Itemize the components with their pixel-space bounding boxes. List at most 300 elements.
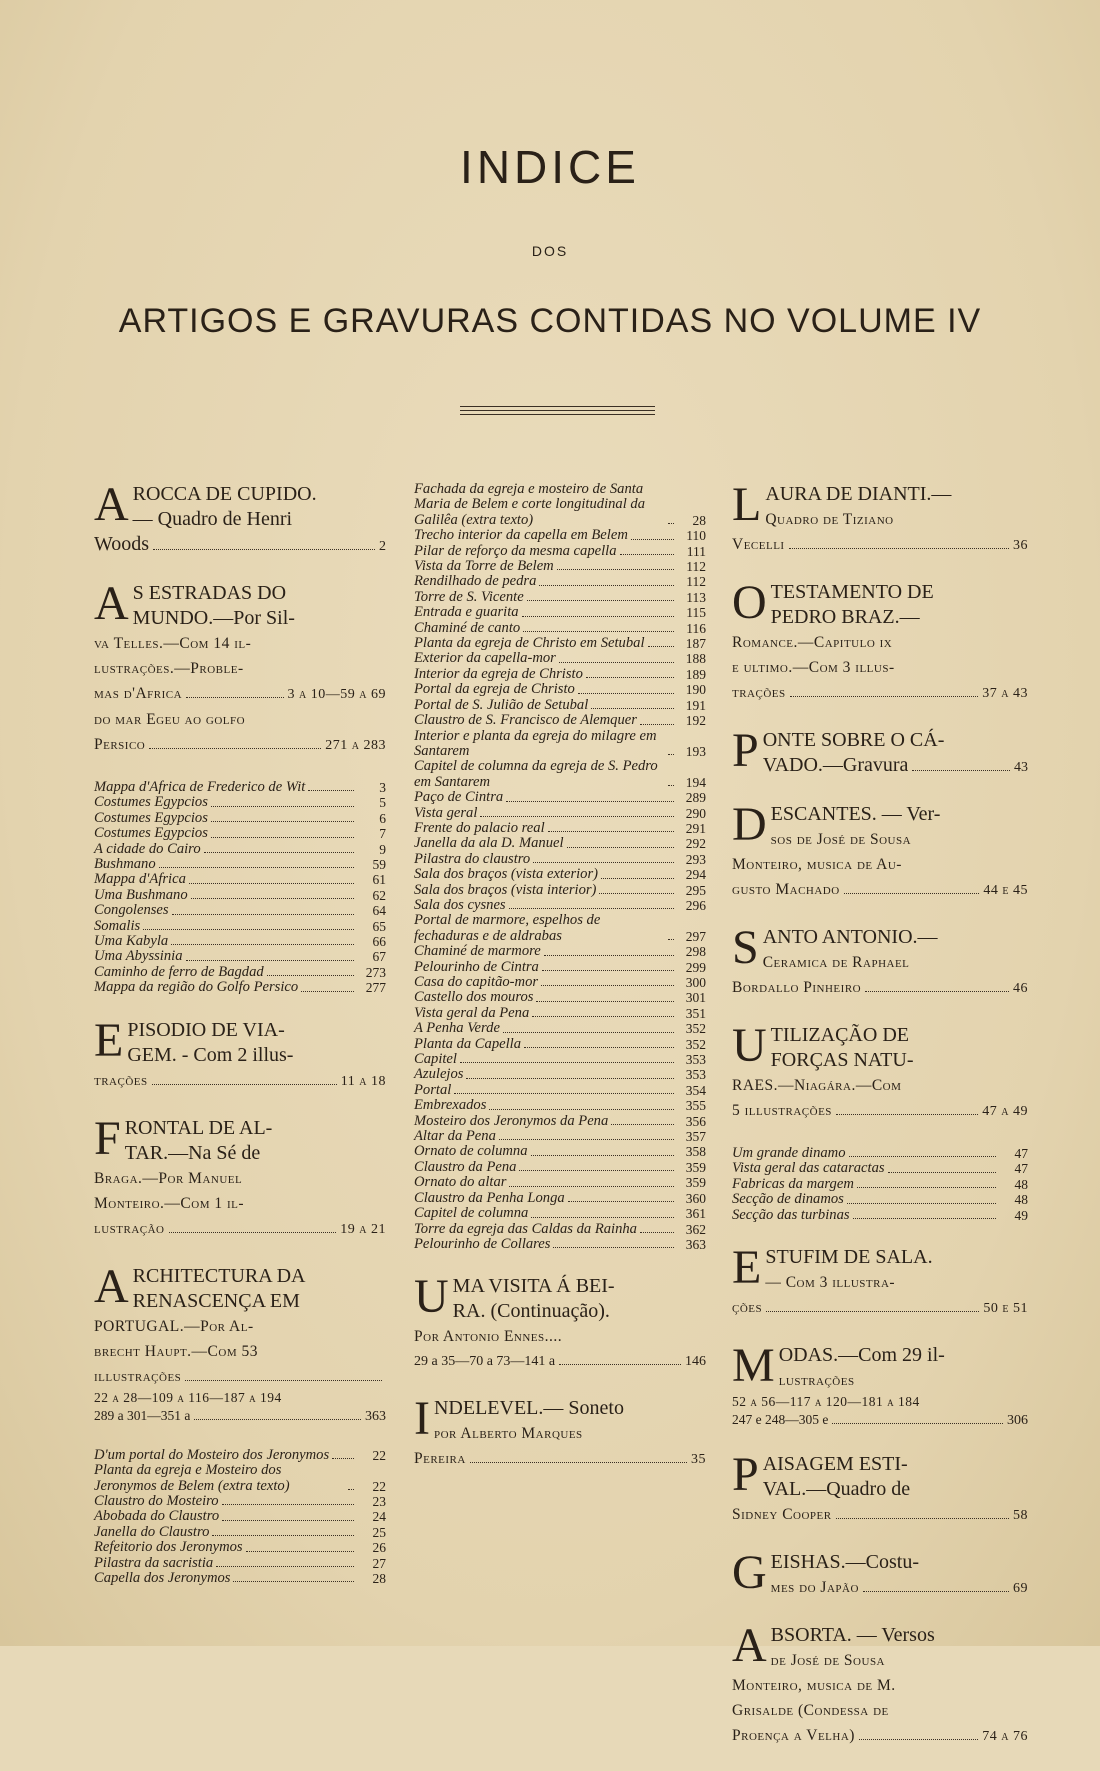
illustration-item bbox=[414, 605, 706, 620]
page-number: 7 bbox=[379, 826, 386, 842]
illustration-title: Uma Bushmano bbox=[94, 886, 188, 903]
illustration-title: Mappa da região do Golfo Persico bbox=[94, 979, 299, 996]
page-number: 61 bbox=[372, 872, 386, 888]
page-number: 3 bbox=[379, 780, 386, 795]
page-number: 289 bbox=[685, 790, 706, 806]
index-entry bbox=[732, 724, 1028, 780]
page-number: 306 bbox=[1007, 1413, 1028, 1429]
illustration-title: Mosteiro dos Jeronymos da Pena bbox=[414, 1112, 609, 1129]
illustration-title: Secção das turbinas bbox=[732, 1206, 850, 1223]
illustration-item bbox=[414, 1037, 706, 1052]
index-entry bbox=[732, 1019, 1028, 1124]
illustration-item bbox=[414, 883, 706, 898]
entry-line bbox=[732, 1502, 1028, 1528]
illustration-title: A Penha Verde bbox=[414, 1020, 500, 1037]
illustration-item bbox=[414, 852, 706, 867]
illustration-title: Uma Kabyla bbox=[94, 933, 169, 950]
illustration-item bbox=[414, 1144, 706, 1159]
illustration-list bbox=[732, 1146, 1028, 1223]
page-number: 354 bbox=[685, 1082, 706, 1098]
page-number: 3 a 10—59 a 69 bbox=[287, 687, 386, 702]
entry-text: Romance.—Capitulo ix bbox=[732, 634, 893, 651]
entry-title: BSORTA. — Versos bbox=[770, 1624, 935, 1647]
page-number: 361 bbox=[685, 1206, 706, 1222]
index-column-1 bbox=[94, 478, 386, 1608]
illustration-item bbox=[414, 898, 706, 913]
page-number: 189 bbox=[685, 666, 706, 682]
illustration-title: Capella dos Jeronymos bbox=[94, 1569, 231, 1586]
illustration-title: Costumes Egypcios bbox=[94, 794, 208, 811]
page-number: 6 bbox=[379, 810, 386, 826]
illustration-title: Sala dos cysnes bbox=[414, 896, 506, 913]
entry-title: ODAS.—Com 29 il- bbox=[778, 1344, 945, 1367]
page-number: 67 bbox=[372, 949, 386, 965]
illustration-title: Azulejos bbox=[414, 1066, 464, 1083]
page-number: 25 bbox=[372, 1524, 386, 1540]
illustration-list bbox=[414, 482, 706, 1252]
entry-text: 5 illustrações bbox=[732, 1102, 832, 1119]
illustration-item bbox=[414, 590, 706, 605]
drop-cap: I bbox=[414, 1392, 430, 1446]
illustration-title: Portal de marmore, espelhos de fechaduras e de aldrabas bbox=[414, 912, 601, 944]
illustration-title: Rendilhado de pedra bbox=[414, 573, 537, 590]
entry-text: 29 a 35—70 a 73—141 a bbox=[414, 1354, 556, 1370]
page-number: 65 bbox=[372, 918, 386, 934]
entry-text: de José de Sousa bbox=[770, 1652, 886, 1670]
entry-text: illustrações bbox=[94, 1367, 182, 1385]
page-number: 295 bbox=[685, 882, 706, 898]
index-entry bbox=[94, 1259, 386, 1426]
illustration-item bbox=[94, 857, 386, 872]
page-number: 352 bbox=[685, 1021, 706, 1037]
index-entry bbox=[732, 921, 1028, 1001]
entry-text: Por Antonio Ennes.... bbox=[414, 1328, 563, 1346]
entry-title: GEM. - Com 2 illus- bbox=[127, 1043, 294, 1066]
index-entry bbox=[414, 1392, 706, 1472]
entry-text: Woods bbox=[94, 533, 150, 555]
illustration-title: Portal de S. Julião de Setubal bbox=[414, 696, 589, 713]
page-number: 5 bbox=[379, 795, 386, 811]
illustration-item bbox=[414, 960, 706, 975]
illustration-item bbox=[414, 528, 706, 543]
illustration-title: A cidade do Cairo bbox=[94, 840, 201, 857]
entry-title: EISHAS.—Costu- bbox=[770, 1551, 920, 1574]
illustration-title: Capitel de columna da egreja de S. Pedro em Santarem bbox=[414, 758, 658, 790]
illustration-title: Costumes Egypcios bbox=[94, 825, 208, 842]
illustration-title: Pilar de reforço da mesma capella bbox=[414, 542, 617, 559]
illustration-title: Frente do palacio real bbox=[414, 819, 545, 836]
page-number: 22 bbox=[372, 1447, 386, 1463]
page-number: 352 bbox=[685, 1036, 706, 1052]
entry-text: lustração bbox=[94, 1219, 165, 1237]
illustration-title: Mappa d'Africa bbox=[94, 871, 186, 888]
page-number: 115 bbox=[686, 605, 706, 621]
illustration-item bbox=[94, 980, 386, 995]
page-number: 22 bbox=[372, 1478, 386, 1494]
index-entry bbox=[414, 1270, 706, 1374]
illustration-title: Sala dos braços (vista exterior) bbox=[414, 866, 599, 883]
illustration-item bbox=[94, 949, 386, 964]
illustration-title: Mappa d'Africa de Frederico de Wit bbox=[94, 779, 306, 795]
illustration-item bbox=[94, 1540, 386, 1555]
page-number: 353 bbox=[685, 1067, 706, 1083]
page-number: 43 bbox=[1014, 760, 1028, 775]
page-number: 360 bbox=[685, 1190, 706, 1206]
page-number: 273 bbox=[365, 964, 386, 980]
entry-title: S ESTRADAS DO bbox=[132, 582, 287, 604]
illustration-title: Capitel de columna bbox=[414, 1205, 529, 1222]
illustration-title: Castello dos mouros bbox=[414, 989, 534, 1006]
illustration-title: Fachada da egreja e mosteiro de Santa Maria de Belem e corte longitudinal da Galilêa (extra texto) bbox=[414, 481, 646, 528]
page-number: 47 bbox=[1014, 1146, 1028, 1161]
illustration-item bbox=[94, 1571, 386, 1586]
entry-text: sos de José de Sousa bbox=[770, 831, 912, 848]
page-number: 298 bbox=[685, 944, 706, 960]
drop-cap: G bbox=[732, 1546, 767, 1600]
index-entry bbox=[732, 1546, 1028, 1601]
illustration-title: Portal da egreja de Christo bbox=[414, 681, 575, 698]
illustration-item bbox=[94, 795, 386, 810]
page-number: 62 bbox=[372, 887, 386, 903]
entry-line bbox=[414, 1446, 706, 1472]
entry-title: VAL.—Quadro de bbox=[762, 1478, 911, 1501]
page-number: 112 bbox=[686, 559, 706, 575]
entry-line bbox=[771, 1575, 1028, 1601]
illustration-item bbox=[732, 1192, 1028, 1207]
illustration-item bbox=[94, 1463, 386, 1494]
drop-cap: O bbox=[732, 576, 767, 629]
illustration-title: Planta da egreja e Mosteiro dos Jeronymos de Belem (extra texto) bbox=[94, 1462, 290, 1494]
title-rule bbox=[460, 410, 655, 411]
illustration-item bbox=[732, 1146, 1028, 1161]
drop-cap: U bbox=[414, 1270, 449, 1324]
entry-title: AISAGEM ESTI- bbox=[762, 1453, 908, 1476]
illustration-item bbox=[414, 790, 706, 805]
entry-line bbox=[732, 1295, 1028, 1321]
entry-text: 52 a 56—117 a 120—181 a 184 bbox=[732, 1394, 920, 1410]
illustration-title: Torre da egreja das Caldas da Rainha bbox=[414, 1220, 637, 1237]
illustration-title: Ornato do altar bbox=[414, 1174, 507, 1191]
illustration-item bbox=[732, 1208, 1028, 1223]
illustration-title: Pelourinho de Cintra bbox=[414, 958, 539, 975]
entry-title: NDELEVEL.— Soneto bbox=[433, 1397, 624, 1420]
entry-text: 247 e 248—305 e bbox=[732, 1412, 829, 1428]
illustration-item bbox=[94, 1525, 386, 1540]
page-number: 301 bbox=[685, 990, 706, 1006]
entry-title: ROCCA DE CUPIDO. bbox=[132, 483, 317, 505]
page-number: 48 bbox=[1014, 1192, 1028, 1208]
page-title: INDICE bbox=[460, 141, 640, 193]
illustration-title: Interior e planta da egreja do milagre em Santarem bbox=[414, 727, 657, 759]
entry-title: RONTAL DE AL- bbox=[124, 1116, 273, 1139]
illustration-title: Pilastra da sacristia bbox=[94, 1554, 214, 1571]
page-number: 188 bbox=[685, 651, 706, 667]
page-number: 194 bbox=[685, 774, 706, 790]
illustration-item bbox=[94, 1494, 386, 1509]
illustration-item bbox=[732, 1161, 1028, 1176]
entry-title: MA VISITA Á BEI- bbox=[452, 1275, 615, 1298]
entry-text: por Alberto Marques bbox=[433, 1425, 583, 1443]
illustration-item bbox=[414, 574, 706, 589]
illustration-item bbox=[94, 919, 386, 934]
page-number: 24 bbox=[372, 1509, 386, 1525]
entry-title: MUNDO.—Por Sil- bbox=[132, 607, 295, 629]
illustration-item bbox=[414, 913, 706, 944]
page-number: 362 bbox=[685, 1221, 706, 1237]
entry-text: Proença a Velha) bbox=[732, 1727, 855, 1745]
drop-cap: M bbox=[732, 1339, 775, 1393]
page-number: 190 bbox=[685, 682, 706, 698]
illustration-list bbox=[94, 1448, 386, 1587]
entry-text: gusto Machado bbox=[732, 881, 840, 898]
index-entry bbox=[94, 1013, 386, 1094]
illustration-title: Caminho de ferro de Bagdad bbox=[94, 963, 264, 980]
entry-line bbox=[414, 1349, 706, 1374]
page-number: 359 bbox=[685, 1175, 706, 1191]
page-number: 46 bbox=[1013, 981, 1028, 996]
drop-cap: A bbox=[94, 1259, 129, 1313]
illustration-title: Pilastra do claustro bbox=[414, 850, 531, 867]
illustration-item bbox=[414, 682, 706, 697]
index-column-3 bbox=[732, 478, 1028, 1771]
illustration-item bbox=[414, 867, 706, 882]
illustration-title: Chaminé de marmore bbox=[414, 943, 541, 960]
page-number: 351 bbox=[685, 1005, 706, 1021]
illustration-title: Planta da egreja de Christo em Setubal bbox=[414, 635, 645, 652]
illustration-item bbox=[414, 621, 706, 636]
entry-title: RENASCENÇA EM bbox=[132, 1289, 300, 1312]
illustration-title: Vista geral das cataractas bbox=[732, 1160, 885, 1177]
illustration-title: Janella da ala D. Manuel bbox=[414, 835, 564, 852]
page-number: 47 bbox=[1014, 1161, 1028, 1177]
illustration-item bbox=[414, 698, 706, 713]
index-entry bbox=[732, 576, 1028, 706]
illustration-item bbox=[414, 1175, 706, 1190]
index-entry bbox=[732, 478, 1028, 558]
page-number: 27 bbox=[372, 1555, 386, 1571]
entry-line bbox=[94, 1216, 386, 1242]
page-number: 116 bbox=[686, 620, 706, 636]
illustration-title: Vista da Torre de Belem bbox=[414, 558, 554, 575]
illustration-item bbox=[414, 1067, 706, 1082]
illustration-item bbox=[414, 975, 706, 990]
illustration-title: Claustro de S. Francisco de Alemquer bbox=[414, 712, 637, 729]
illustration-item bbox=[94, 934, 386, 949]
illustration-item bbox=[414, 1237, 706, 1252]
entry-title: ONTE SOBRE O CÁ- bbox=[762, 729, 945, 751]
illustration-title: Claustro da Penha Longa bbox=[414, 1189, 565, 1206]
illustration-item bbox=[94, 1448, 386, 1463]
entry-text: VADO.—Gravura bbox=[762, 754, 909, 776]
illustration-item bbox=[414, 636, 706, 651]
page-number: 363 bbox=[365, 1408, 386, 1424]
illustration-title: Somalis bbox=[94, 917, 141, 934]
entry-text: 22 a 28—109 a 116—187 a 194 bbox=[94, 1389, 282, 1405]
entry-text: Braga.—Por Manuel bbox=[94, 1169, 243, 1187]
entry-line bbox=[94, 681, 386, 707]
illustration-item bbox=[414, 1098, 706, 1113]
illustration-title: Altar da Pena bbox=[414, 1128, 496, 1145]
page-number: 64 bbox=[372, 903, 386, 919]
entry-text: trações bbox=[732, 684, 786, 701]
illustration-title: D'um portal do Mosteiro dos Jeronymos bbox=[94, 1446, 330, 1463]
entry-title: PISODIO DE VIA- bbox=[127, 1018, 285, 1041]
page-number: 28 bbox=[692, 512, 706, 528]
drop-cap: P bbox=[732, 724, 759, 777]
illustration-item bbox=[414, 729, 706, 760]
illustration-item bbox=[414, 1206, 706, 1221]
title-rule bbox=[460, 406, 655, 407]
drop-cap: A bbox=[94, 478, 129, 531]
entry-text: Ceramica de Raphael bbox=[762, 954, 910, 971]
illustration-item bbox=[414, 1129, 706, 1144]
index-column-2 bbox=[414, 482, 706, 1494]
drop-cap: E bbox=[732, 1241, 762, 1295]
page-number: 299 bbox=[685, 959, 706, 975]
entry-text: Sidney Cooper bbox=[732, 1506, 832, 1524]
page-number: 44 e 45 bbox=[983, 883, 1028, 898]
illustration-item bbox=[414, 482, 706, 528]
page-number: 193 bbox=[685, 743, 706, 759]
entry-title: PEDRO BRAZ.— bbox=[770, 606, 920, 628]
entry-text: 289 a 301—351 a bbox=[94, 1407, 191, 1423]
entry-line bbox=[732, 680, 1028, 706]
illustration-item bbox=[414, 559, 706, 574]
illustration-title: Trecho interior da capella em Belem bbox=[414, 527, 628, 544]
drop-cap: L bbox=[732, 478, 762, 531]
drop-cap: F bbox=[94, 1111, 121, 1165]
illustration-item bbox=[414, 544, 706, 559]
drop-cap: U bbox=[732, 1019, 767, 1072]
page-number: 36 bbox=[1013, 538, 1028, 553]
illustration-item bbox=[414, 1114, 706, 1129]
illustration-item bbox=[414, 1191, 706, 1206]
illustration-item bbox=[414, 651, 706, 666]
page-number: 292 bbox=[685, 836, 706, 852]
page-number: 58 bbox=[1013, 1508, 1028, 1524]
illustration-title: Interior da egreja de Christo bbox=[414, 665, 583, 682]
entry-title: RA. (Continuação). bbox=[452, 1300, 610, 1323]
index-entry bbox=[732, 1448, 1028, 1528]
illustration-item bbox=[414, 1222, 706, 1237]
page-number: 9 bbox=[379, 841, 386, 857]
illustration-item bbox=[414, 1083, 706, 1098]
entry-line bbox=[732, 1411, 1028, 1430]
entry-line bbox=[732, 975, 1028, 1001]
illustration-title: Planta da Capella bbox=[414, 1035, 522, 1052]
illustration-item bbox=[94, 872, 386, 887]
illustration-item bbox=[414, 667, 706, 682]
page-number: 35 bbox=[691, 1452, 706, 1468]
illustration-title: Chaminé de canto bbox=[414, 619, 521, 636]
illustration-title: Paço de Cintra bbox=[414, 789, 504, 806]
page-number: 2 bbox=[379, 539, 386, 554]
entry-title: TILIZAÇÃO DE bbox=[770, 1024, 909, 1046]
entry-text: Grisalde (Condessa de bbox=[732, 1702, 889, 1720]
page-number: 293 bbox=[685, 851, 706, 867]
illustration-title: Fabricas da margem bbox=[732, 1175, 854, 1192]
illustration-item bbox=[414, 1021, 706, 1036]
illustration-item bbox=[94, 1509, 386, 1524]
entry-line bbox=[732, 877, 1028, 903]
entry-text: lustrações.—Proble- bbox=[94, 660, 244, 677]
entry-text: lustrações bbox=[778, 1372, 855, 1390]
illustration-title: Entrada e guarita bbox=[414, 604, 519, 621]
index-entry bbox=[732, 1339, 1028, 1430]
page-number: 358 bbox=[685, 1144, 706, 1160]
page-number: 277 bbox=[365, 980, 386, 996]
entry-title: ANTO ANTONIO.— bbox=[762, 926, 938, 948]
illustration-item bbox=[414, 806, 706, 821]
page-number: 48 bbox=[1014, 1176, 1028, 1192]
page-number: 353 bbox=[685, 1052, 706, 1068]
entry-line bbox=[732, 1098, 1028, 1124]
illustration-title: Bushmano bbox=[94, 856, 156, 873]
illustration-title: Secção de dinamos bbox=[732, 1191, 844, 1208]
page-number: 112 bbox=[686, 574, 706, 590]
entry-title: TESTAMENTO DE bbox=[770, 581, 934, 603]
index-entry bbox=[94, 577, 386, 758]
page-number: 291 bbox=[685, 820, 706, 836]
illustration-title: Costumes Egypcios bbox=[94, 809, 208, 826]
illustration-title: Portal bbox=[414, 1081, 452, 1098]
page-number: 356 bbox=[685, 1113, 706, 1129]
illustration-title: Uma Abyssinia bbox=[94, 948, 183, 965]
page-number: 47 a 49 bbox=[982, 1104, 1028, 1119]
illustration-title: Vista geral da Pena bbox=[414, 1004, 530, 1021]
illustration-item bbox=[732, 1177, 1028, 1192]
entry-title: AURA DE DIANTI.— bbox=[765, 483, 952, 505]
index-entry bbox=[732, 1241, 1028, 1321]
illustration-title: Capitel bbox=[414, 1051, 457, 1068]
illustration-item bbox=[414, 713, 706, 728]
illustration-title: Sala dos braços (vista interior) bbox=[414, 881, 597, 898]
page-number: 110 bbox=[686, 528, 706, 544]
illustration-list bbox=[94, 780, 386, 996]
page-number: 192 bbox=[685, 713, 706, 729]
entry-text: Pereira bbox=[414, 1450, 466, 1468]
illustration-title: Abobada do Claustro bbox=[94, 1508, 220, 1525]
illustration-title: Claustro do Mosteiro bbox=[94, 1492, 219, 1509]
entry-text: do mar Egeu ao golfo bbox=[94, 711, 246, 728]
page-number: 297 bbox=[685, 928, 706, 944]
illustration-title: Janella do Claustro bbox=[94, 1523, 210, 1540]
page-number: 50 e 51 bbox=[983, 1301, 1028, 1317]
illustration-title: Ornato de columna bbox=[414, 1143, 528, 1160]
illustration-item bbox=[94, 842, 386, 857]
page-number: 19 a 21 bbox=[340, 1221, 386, 1237]
illustration-title: Exterior da capella-mor bbox=[414, 650, 556, 667]
illustration-item bbox=[94, 826, 386, 841]
index-entry bbox=[94, 478, 386, 559]
entry-text: Monteiro, musica de M. bbox=[732, 1677, 896, 1695]
entry-text: Monteiro, musica de Au- bbox=[732, 856, 902, 873]
page-subtitle-main: ARTIGOS E GRAVURAS CONTIDAS NO VOLUME IV bbox=[118, 302, 982, 340]
page-number: 271 a 283 bbox=[325, 738, 386, 753]
illustration-title: Casa do capitão-mor bbox=[414, 974, 539, 990]
entry-text: ções bbox=[732, 1299, 763, 1317]
illustration-title: Um grande dinamo bbox=[732, 1145, 846, 1161]
page-number: 294 bbox=[685, 867, 706, 883]
illustration-item bbox=[94, 903, 386, 918]
page-number: 37 a 43 bbox=[982, 686, 1028, 701]
entry-line bbox=[732, 532, 1028, 558]
entry-line bbox=[763, 753, 1028, 780]
entry-text: mes do Japão bbox=[770, 1579, 859, 1597]
illustration-item bbox=[414, 836, 706, 851]
illustration-item bbox=[414, 1160, 706, 1175]
page-number: 359 bbox=[685, 1159, 706, 1175]
